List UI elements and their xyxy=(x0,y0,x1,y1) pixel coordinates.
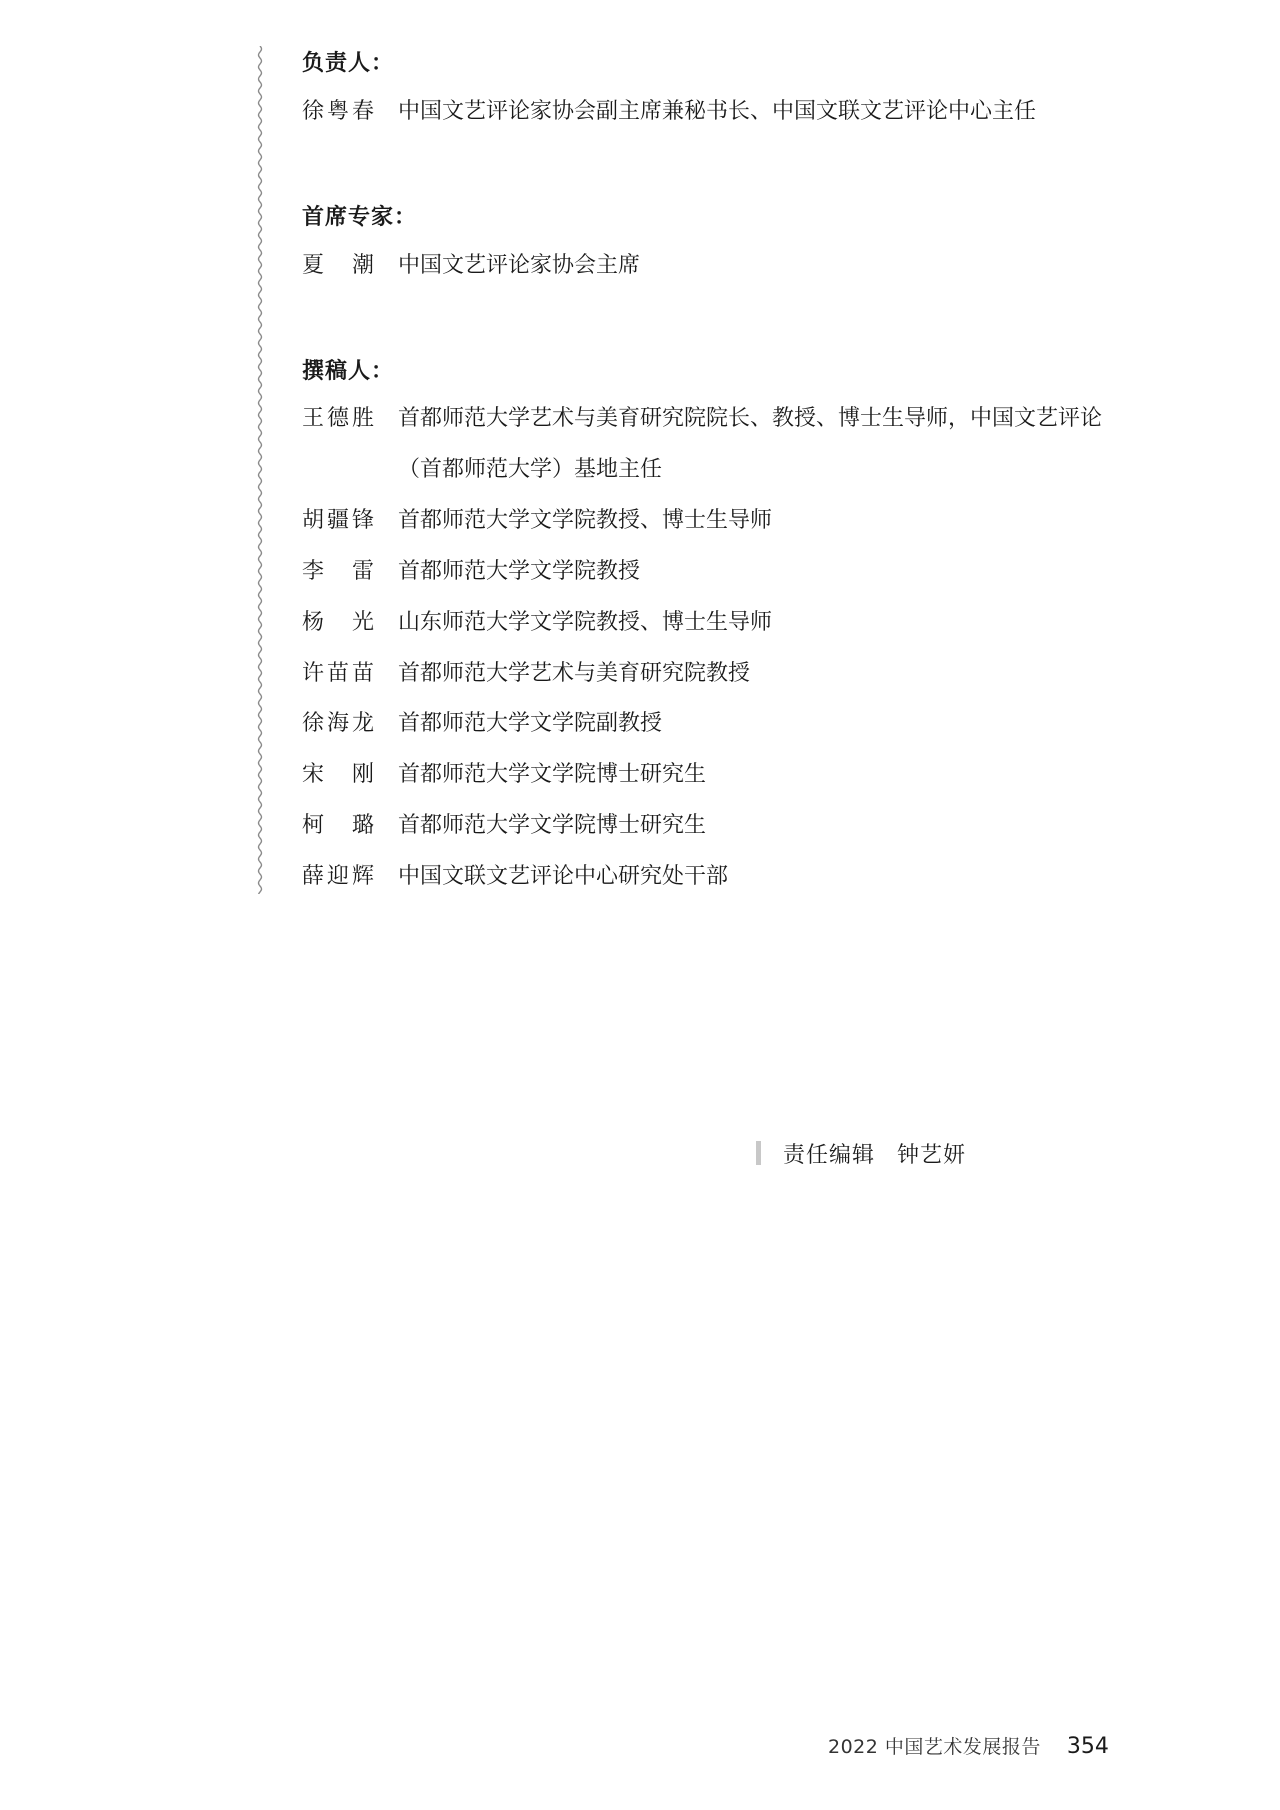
person-name: 徐海龙 xyxy=(302,711,374,736)
page-footer xyxy=(828,1732,1109,1759)
page-number: 354 xyxy=(1066,1734,1109,1759)
person-name: 杨光 xyxy=(302,610,374,635)
person-title: 中国文艺评论家协会主席 xyxy=(398,253,641,278)
person-title: 首都师范大学文学院博士研究生 xyxy=(398,813,707,838)
person-name: 许苗苗 xyxy=(302,661,374,686)
responsible-editor xyxy=(756,1138,966,1168)
wavy-divider-line xyxy=(254,46,266,894)
person-name: 柯璐 xyxy=(302,813,374,838)
person-name: 徐粤春 xyxy=(302,99,374,124)
person-title: 首都师范大学文学院博士研究生 xyxy=(398,762,707,787)
person-title: 首都师范大学文学院教授、博士生导师 xyxy=(398,508,773,533)
person-title: 首都师范大学艺术与美育研究院教授 xyxy=(398,661,751,686)
person-title: 首都师范大学艺术与美育研究院院长、教授、博士生导师，中国文艺评论（首都师范大学）基地主任 xyxy=(398,406,1103,482)
person-title: 山东师范大学文学院教授、博士生导师 xyxy=(398,610,773,635)
person-name: 胡疆锋 xyxy=(302,508,374,533)
person-name: 王德胜 xyxy=(302,406,374,431)
person-name: 薛迎辉 xyxy=(302,864,374,889)
footer-book-title: 2022 中国艺术发展报告 xyxy=(828,1736,1041,1758)
person-name: 宋刚 xyxy=(302,762,374,787)
editor-name: 钟艺妍 xyxy=(897,1142,967,1168)
editor-marker-bar xyxy=(756,1141,761,1165)
section-heading-writers: 撰稿人： xyxy=(302,359,395,384)
person-name: 夏潮 xyxy=(302,253,374,278)
person-name: 李雷 xyxy=(302,559,374,584)
section-heading-chief-expert: 首席专家： xyxy=(302,205,418,230)
editor-label: 责任编辑 xyxy=(783,1142,876,1168)
person-title: 首都师范大学文学院副教授 xyxy=(398,711,663,736)
person-title: 中国文联文艺评论中心研究处干部 xyxy=(398,864,729,889)
person-title: 首都师范大学文学院教授 xyxy=(398,559,641,584)
person-title: 中国文艺评论家协会副主席兼秘书长、中国文联文艺评论中心主任 xyxy=(398,99,1037,124)
section-heading-leader: 负责人： xyxy=(302,51,395,76)
